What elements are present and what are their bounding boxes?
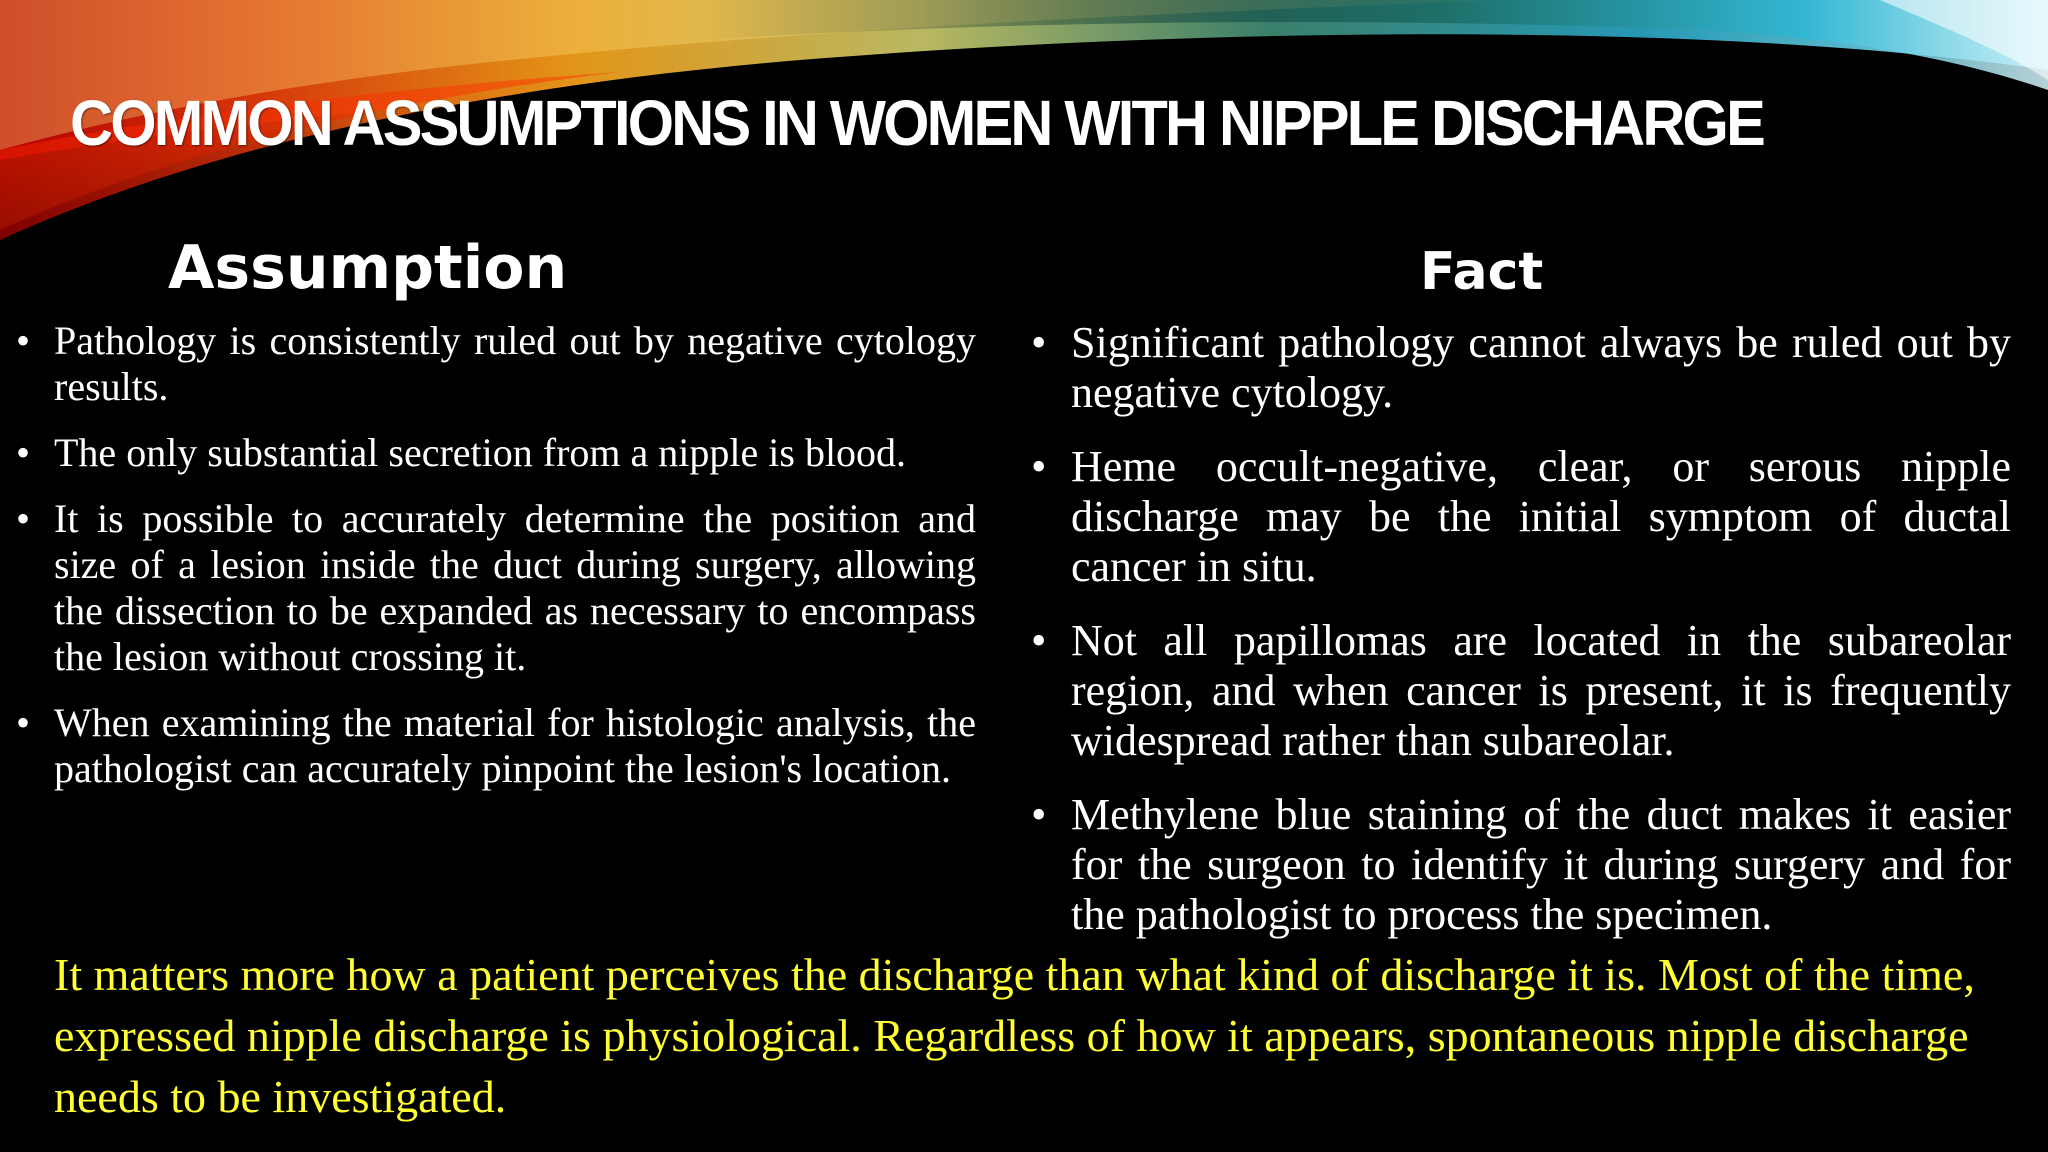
slide-title: COMMON ASSUMPTIONS IN WOMEN WITH NIPPLE DISCHARGE (70, 87, 1763, 159)
fact-heading: Fact (1420, 242, 1544, 302)
assumption-item: • Pathology is consistently ruled out by negative cytology results. (54, 318, 976, 410)
fact-item: • Significant pathology cannot always be ruled out by negative cytology. (1071, 318, 2011, 418)
fact-item: • Heme occult-negative, clear, or serous nipple discharge may be the initial symptom of ductal cancer in situ. (1071, 442, 2011, 592)
fact-list (1071, 318, 2011, 964)
assumption-heading: Assumption (168, 233, 568, 303)
assumption-list (54, 318, 976, 812)
key-takeaway-note: It matters more how a patient perceives the discharge than what kind of discharge it is. Most of the time, expressed nipple discharge is physiological. Regardless of how it appears, spontaneous nipple discharge needs to be investigated. (54, 949, 1975, 1122)
fact-item: • Not all papillomas are located in the subareolar region, and when cancer is present, it is frequently widespread rather than subareolar. (1071, 616, 2011, 766)
fact-item: • Methylene blue staining of the duct makes it easier for the surgeon to identify it during surgery and for the pathologist to process the specimen. (1071, 790, 2011, 940)
assumption-item: • The only substantial secretion from a nipple is blood. (54, 430, 976, 476)
assumption-item: • When examining the material for histologic analysis, the pathologist can accurately pinpoint the lesion's location. (54, 700, 976, 792)
assumption-item: • It is possible to accurately determine the position and size of a lesion inside the duct during surgery, allowing the dissection to be expanded as necessary to encompass the lesion without crossing it. (54, 496, 976, 680)
